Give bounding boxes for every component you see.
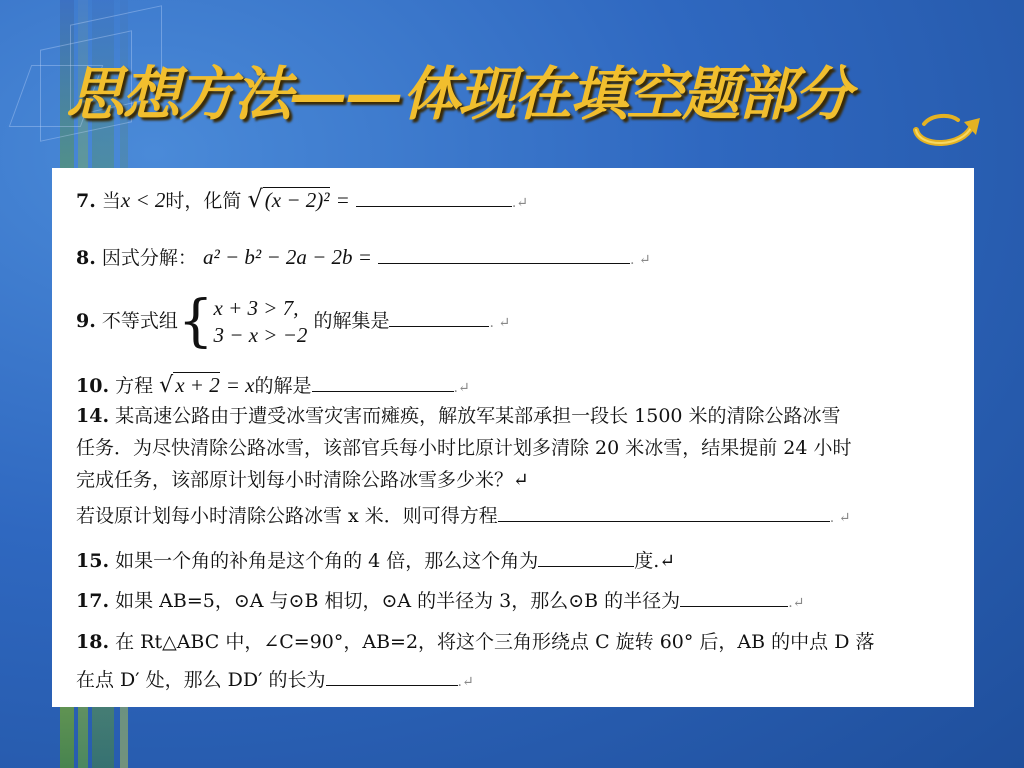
- curved-arrow-icon[interactable]: [910, 108, 982, 150]
- answer-blank[interactable]: [326, 667, 458, 686]
- question-panel: [52, 168, 974, 707]
- question-7: 7. 当x < 2时，化简 √(x − 2)² = .↵: [76, 185, 528, 213]
- inequality-system: x + 3 > 7, 3 − x > −2: [213, 296, 308, 347]
- answer-blank[interactable]: [389, 308, 489, 327]
- answer-blank[interactable]: [312, 373, 454, 392]
- answer-blank[interactable]: [538, 548, 634, 567]
- question-18: 18. 在 Rt△ABC 中，∠C=90°，AB=2，将这个三角形绕点 C 旋转 60° 后，AB 的中点 D 落 在点 D′ 处，那么 DD′ 的长为 .↵: [76, 631, 875, 691]
- answer-blank[interactable]: [378, 245, 630, 264]
- question-17: 17. 如果 AB=5，⊙A 与⊙B 相切，⊙A 的半径为 3，那么⊙B 的半径为 .↵: [76, 590, 805, 612]
- answer-blank[interactable]: [356, 188, 512, 207]
- slide-title: 思想方法——体现在填空题部分: [66, 60, 851, 128]
- question-15: 15. 如果一个角的补角是这个角的 4 倍，那么这个角为 度.↵: [76, 550, 676, 572]
- question-14: 14. 某高速公路由于遭受冰雪灾害而瘫痪，解放军某部承担一段长 1500 米的清除公路冰雪 任务．为尽快清除公路冰雪，该部官兵每小时比原计划多清除 20 米冰雪，结果提前 24 小时 完成任务，该部原计划每小时清除公路冰雪多少米？↵ 若设原计划每小时清除公路冰雪 x 米．则可得方程 . ↵: [76, 405, 852, 527]
- answer-blank[interactable]: [498, 503, 830, 522]
- question-8: 8. 因式分解： a² − b² − 2a − 2b = . ↵: [76, 245, 651, 269]
- answer-blank[interactable]: [680, 588, 788, 607]
- brace-symbol: {: [177, 289, 214, 354]
- question-10: 10. 方程 √x + 2 = x的解是 .↵: [76, 373, 470, 398]
- question-9: 9. 不等式组{x + 3 > 7, 3 − x > −2 的解集是 . ↵: [76, 289, 511, 354]
